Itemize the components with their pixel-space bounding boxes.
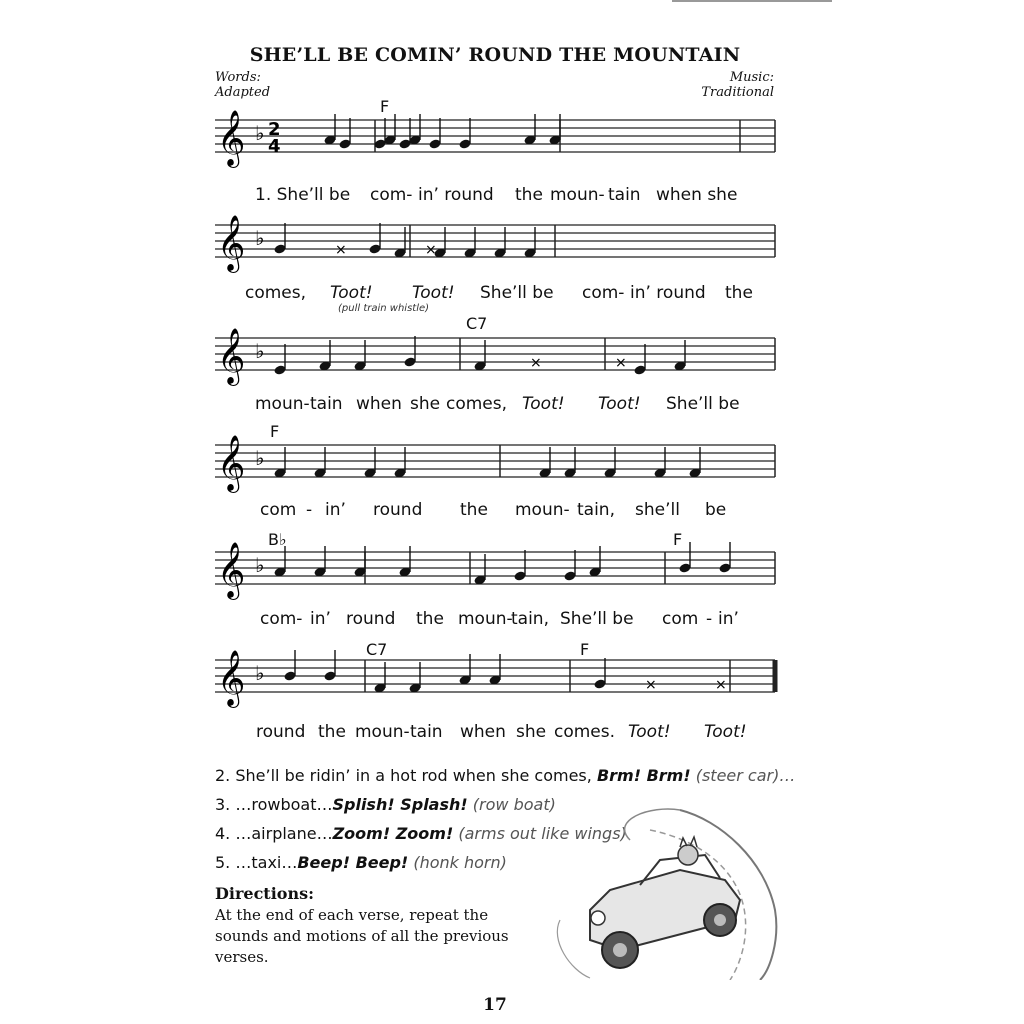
lyric: she’ll [635,500,680,520]
lyric: the [725,283,753,303]
lyric: the [416,609,444,629]
verse-sound: Brm! Brm! [596,766,691,785]
lyric: the [318,722,346,742]
treble-clef-icon: 𝄞 [217,650,246,706]
lyric: moun- [355,722,410,742]
lyric: Toot! [598,394,641,414]
verse-action: (row boat) [472,795,556,814]
lyric: Toot! [704,722,747,742]
key-signature-flat-icon: ♭ [255,226,265,250]
lyric: com- [370,185,413,205]
lyric: tain [310,394,343,414]
chord-symbol: F [580,640,590,659]
lyric: when [460,722,506,742]
lyric: She’ll be [666,394,740,414]
lyric: - [306,500,313,520]
lyric: the [515,185,543,205]
x-note-head-icon: × [645,677,657,693]
lyric: tain, [577,500,615,520]
verse-number: 5. [215,853,231,872]
lyric: moun- [458,609,513,629]
chord-symbol: B♭ [268,530,287,549]
page-edge-line [672,0,832,2]
verse-action: (steer car)… [695,766,796,785]
x-note-head-icon: × [530,355,542,371]
time-signature-top: 2 [268,119,281,140]
verse-text: …airplane… [235,824,333,843]
lyric: comes. [554,722,616,742]
lyric: Toot! [330,283,373,303]
lyric: moun- [255,394,310,414]
treble-clef-icon: 𝄞 [217,328,246,384]
verse-number: 2. [215,766,231,785]
lyric: moun- [515,500,570,520]
directions-heading: Directions: [215,884,314,903]
x-note-head-icon: × [615,355,627,371]
x-note-head-icon: × [715,677,727,693]
lyric: Toot! [522,394,565,414]
lyric: comes, [446,394,508,414]
key-signature-flat-icon: ♭ [255,121,265,145]
lyric: round [373,500,423,520]
lyric: be [705,500,727,520]
time-signature-bottom: 4 [268,136,281,157]
verse-number: 4. [215,824,231,843]
lyric: tain, [511,609,549,629]
x-note-head-icon: × [425,242,437,258]
music-credit [640,70,774,100]
verse-action: (honk horn) [413,853,507,872]
lyric: Toot! [412,283,455,303]
directions-text: At the end of each verse, repeat the sounds and motions of all the previous verses. [215,906,509,966]
chord-symbol: F [270,422,280,441]
page-number: 17 [483,995,507,1015]
verse-text: …rowboat… [235,795,333,814]
song-title: SHE’LL BE COMIN’ ROUND THE MOUNTAIN [249,44,741,66]
chord-symbol: C7 [466,314,488,333]
lyric: moun- [550,185,605,205]
lyric: when she [656,185,738,205]
key-signature-flat-icon: ♭ [255,553,265,577]
lyric: when [356,394,402,414]
lyric: in’ round [630,283,706,303]
lyric: com- [260,609,303,629]
words-value: Adapted [215,85,271,100]
lyric: she [516,722,547,742]
treble-clef-icon: 𝄞 [217,215,246,271]
verse-action: (arms out like wings) [458,824,627,843]
x-note-head-icon: × [335,242,347,258]
lyric: She’ll be [560,609,634,629]
music-value: Traditional [701,85,774,100]
lyric: in’ [325,500,346,520]
verse-sound: Splish! Splash! [332,795,468,814]
key-signature-flat-icon: ♭ [255,661,265,685]
verse-sound: Zoom! Zoom! [332,824,454,843]
verse-text: She’ll be ridin’ in a hot rod when she comes, [235,766,592,785]
verse-text: …taxi… [235,853,298,872]
verse-sound: Beep! Beep! [297,853,409,872]
words-credit [215,70,270,100]
lyric: tain [410,722,443,742]
treble-clef-icon: 𝄞 [217,110,246,166]
music-label: Music: [729,70,774,85]
lyric: She’ll be [480,283,554,303]
lyric: she [410,394,441,414]
verse-2 [215,766,795,795]
lyric: 1. She’ll be [255,185,351,205]
lyric: round [346,609,396,629]
lyric: in’ round [418,185,494,205]
car-illustration [530,800,790,980]
chord-symbol: F [673,530,683,549]
verse-number: 3. [215,795,231,814]
chord-symbol: F [380,97,390,116]
performance-note: (pull train whistle) [338,303,430,314]
lyric: comes, [245,283,307,303]
lyric: com- [582,283,625,303]
lyric: com [260,500,297,520]
lyric: in’ [310,609,331,629]
lyric: - [706,609,713,629]
chord-symbol: C7 [366,640,388,659]
lyric: round [256,722,306,742]
lyric: com [662,609,699,629]
lyric: the [460,500,488,520]
treble-clef-icon: 𝄞 [217,435,246,491]
lyric: Toot! [628,722,671,742]
words-label: Words: [215,70,261,85]
key-signature-flat-icon: ♭ [255,339,265,363]
treble-clef-icon: 𝄞 [217,542,246,598]
lyric: in’ [718,609,739,629]
key-signature-flat-icon: ♭ [255,446,265,470]
lyric: tain [608,185,641,205]
